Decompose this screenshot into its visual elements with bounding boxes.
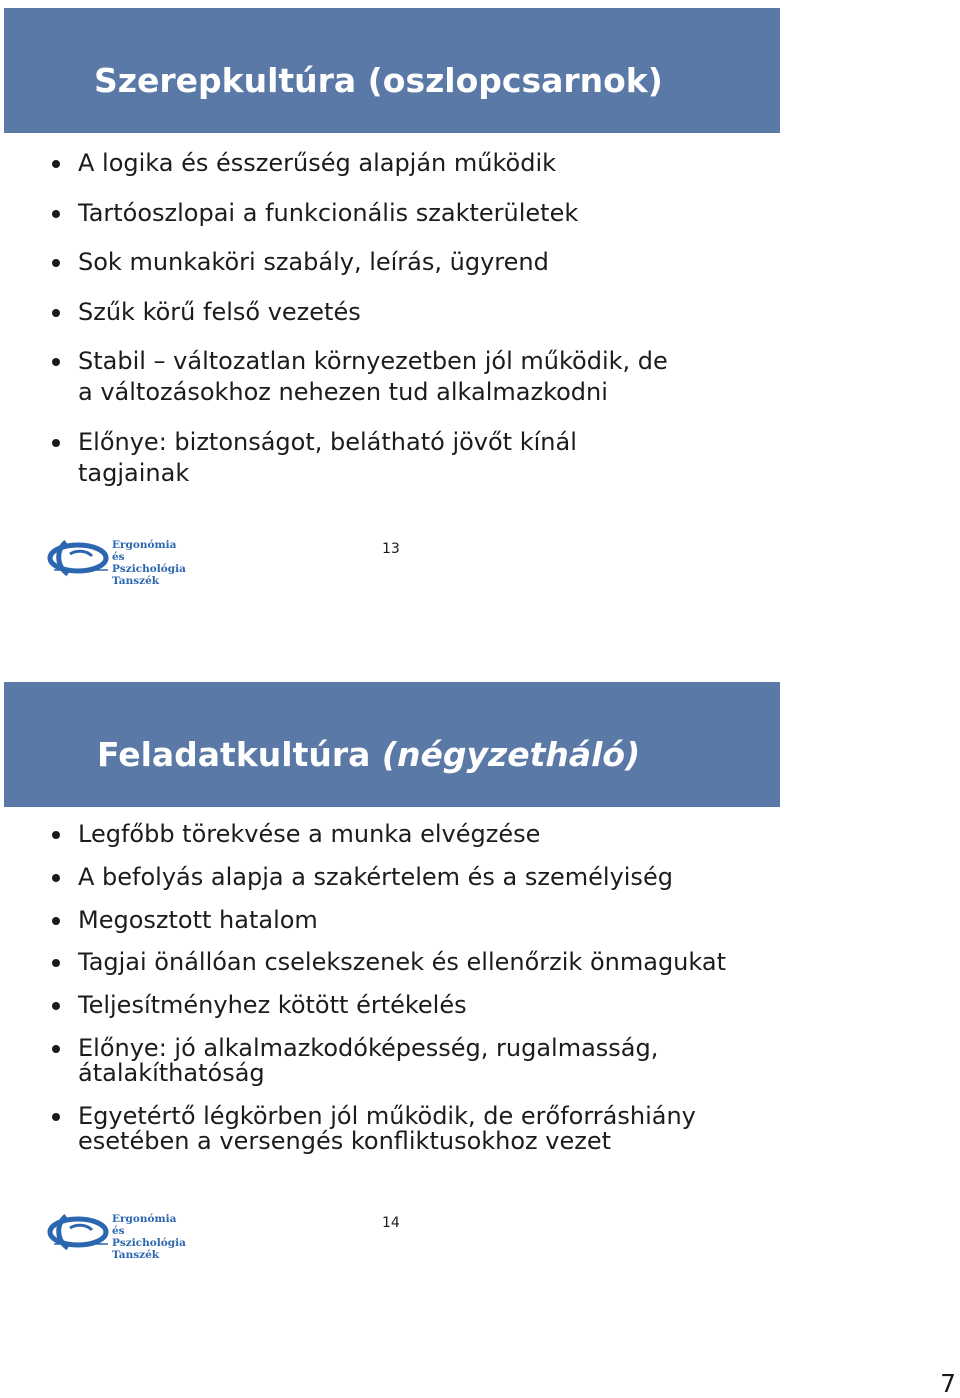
bullet-item: Teljesítményhez kötött értékelés xyxy=(4,993,726,1018)
title-bar xyxy=(4,682,780,807)
slide-title: Feladatkultúra (négyzetháló) xyxy=(97,735,641,774)
bullet-dot-icon xyxy=(52,959,60,967)
bullet-list xyxy=(4,822,726,1172)
bullet-item: Előnye: biztonságot, belátható jövőt kínál tagjainak xyxy=(4,427,668,489)
bullet-dot-icon xyxy=(52,1002,60,1010)
department-logo-icon xyxy=(46,1210,112,1254)
bullet-item: Legfőbb törekvése a munka elvégzése xyxy=(4,822,726,847)
slide-number: 13 xyxy=(382,541,400,557)
bullet-item: Előnye: jó alkalmazkodóképesség, rugalmasság, átalakíthatóság xyxy=(4,1036,726,1086)
title-bar xyxy=(4,8,780,133)
bullet-dot-icon xyxy=(52,917,60,925)
bullet-item: A logika és ésszerűség alapján működik xyxy=(4,148,668,179)
bullet-item: Tagjai önállóan cselekszenek és ellenőrzik önmagukat xyxy=(4,950,726,975)
bullet-dot-icon xyxy=(52,874,60,882)
bullet-dot-icon xyxy=(52,1113,60,1121)
bullet-dot-icon xyxy=(52,210,60,218)
bullet-item: Egyetértő légkörben jól működik, de erőforráshiány esetében a versengés konfliktusokhoz vezet xyxy=(4,1104,726,1154)
bullet-dot-icon xyxy=(52,831,60,839)
logo-text: Ergonómia és Pszichológia Tanszék xyxy=(112,1213,186,1261)
logo-text: Ergonómia és Pszichológia Tanszék xyxy=(112,539,186,587)
bullet-item: Sok munkaköri szabály, leírás, ügyrend xyxy=(4,247,668,278)
bullet-dot-icon xyxy=(52,1045,60,1053)
bullet-item: A befolyás alapja a szakértelem és a személyiség xyxy=(4,865,726,890)
department-logo xyxy=(46,536,186,587)
bullet-item: Stabil – változatlan környezetben jól működik, de a változásokhoz nehezen tud alkalmazkodni xyxy=(4,346,668,408)
bullet-dot-icon xyxy=(52,259,60,267)
bullet-dot-icon xyxy=(52,439,60,447)
bullet-dot-icon xyxy=(52,309,60,317)
slide-14 xyxy=(4,682,780,1282)
bullet-item: Szűk körű felső vezetés xyxy=(4,297,668,328)
bullet-item: Megosztott hatalom xyxy=(4,908,726,933)
bullet-list xyxy=(4,148,668,507)
department-logo xyxy=(46,1210,186,1261)
bullet-dot-icon xyxy=(52,358,60,366)
slide-title: Szerepkultúra (oszlopcsarnok) xyxy=(94,61,663,100)
bullet-item: Tartóoszlopai a funkcionális szakterületek xyxy=(4,198,668,229)
department-logo-icon xyxy=(46,536,112,580)
slide-13 xyxy=(4,8,780,608)
bullet-dot-icon xyxy=(52,160,60,168)
page-number: 7 xyxy=(940,1369,956,1398)
slide-number: 14 xyxy=(382,1215,400,1231)
